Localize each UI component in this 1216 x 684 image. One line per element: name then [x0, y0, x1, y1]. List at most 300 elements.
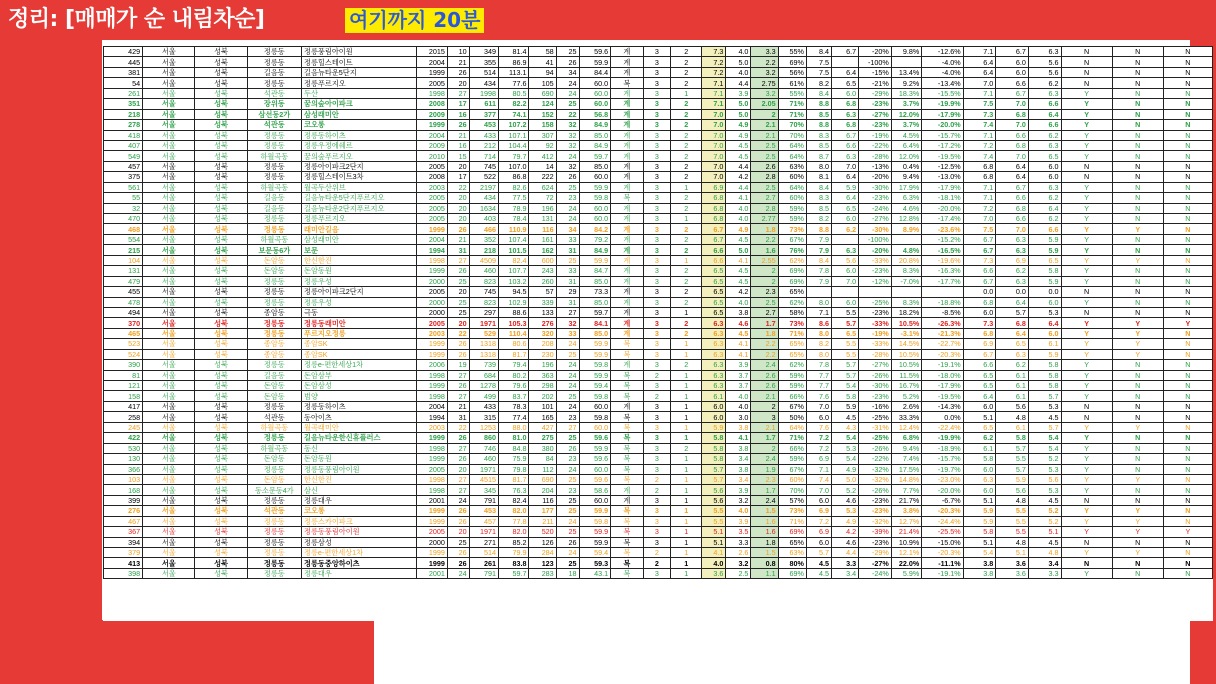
table-cell: 215 — [104, 245, 143, 255]
table-cell: 두산 — [302, 88, 417, 98]
table-cell — [859, 287, 892, 297]
table-cell: 3.3 — [1028, 568, 1061, 578]
table-cell: 4.0 — [726, 297, 751, 307]
table-cell: 22 — [447, 422, 469, 432]
table-cell: 60.0 — [579, 78, 611, 88]
table-cell: 65% — [778, 537, 806, 547]
table-cell: 7.3 — [702, 47, 726, 57]
table-cell: 2.8 — [751, 203, 778, 213]
table-cell: -29% — [859, 88, 892, 98]
table-cell — [891, 287, 921, 297]
table-cell: 6.8 — [963, 328, 996, 338]
table-cell: 6.6 — [1028, 224, 1061, 234]
table-cell: 2 — [751, 276, 778, 286]
table-cell: 1998 — [417, 443, 447, 453]
table-cell: 25 — [556, 99, 579, 109]
table-cell: 6.3 — [1028, 47, 1061, 57]
table-cell: 107.2 — [499, 120, 529, 130]
table-cell: 3.9 — [726, 360, 751, 370]
table-cell: 25 — [556, 495, 579, 505]
table-cell: 81.7 — [499, 349, 529, 359]
table-cell: Y — [1163, 318, 1212, 328]
table-cell: 6.8 — [996, 203, 1029, 213]
table-cell: 정릉동 — [247, 464, 301, 474]
table-cell: 60.0 — [579, 172, 611, 182]
table-cell: 64% — [778, 422, 806, 432]
table-cell: 6.8 — [996, 140, 1029, 150]
table-cell: N — [1163, 255, 1212, 265]
table-cell: 4.8 — [996, 495, 1029, 505]
table-cell: 1998 — [417, 485, 447, 495]
table-cell: 23 — [556, 454, 579, 464]
table-cell: 69% — [778, 57, 806, 67]
table-cell: 돈암동 — [247, 474, 301, 484]
table-cell: 105.3 — [499, 318, 529, 328]
table-cell: 성북 — [195, 558, 247, 568]
table-cell: 계 — [611, 47, 644, 57]
table-cell: 21 — [447, 401, 469, 411]
table-cell: 7.0 — [806, 401, 831, 411]
table-cell: 64% — [778, 151, 806, 161]
table-cell: 성북 — [195, 88, 247, 98]
table-cell: 21.7% — [891, 495, 921, 505]
table-cell: 2.1 — [751, 120, 778, 130]
table-cell: 3.4 — [726, 474, 751, 484]
table-cell: 6.3 — [702, 349, 726, 359]
table-cell: 211 — [529, 516, 556, 526]
table-row — [104, 360, 1213, 370]
table-cell: 2003 — [417, 182, 447, 192]
table-cell: 서울 — [143, 443, 195, 453]
table-cell: 196 — [529, 203, 556, 213]
table-cell: 5.5 — [996, 454, 1029, 464]
table-cell: 8.0 — [806, 349, 831, 359]
table-cell: 55% — [778, 88, 806, 98]
table-cell: 4.5 — [1028, 412, 1061, 422]
table-cell: 27 — [447, 485, 469, 495]
table-cell: 4.6 — [831, 537, 858, 547]
table-cell: 24 — [447, 495, 469, 505]
table-cell: 서울 — [143, 401, 195, 411]
table-cell: 79.6 — [499, 381, 529, 391]
table-cell: 5.6 — [702, 495, 726, 505]
table-cell: 5.6 — [1028, 474, 1061, 484]
table-cell: 34 — [556, 67, 579, 77]
table-cell: -19.9% — [922, 99, 963, 109]
table-cell: 3.2 — [726, 495, 751, 505]
table-cell: 6.3 — [702, 381, 726, 391]
table-row — [104, 443, 1213, 453]
table-cell: 복 — [611, 474, 644, 484]
table-cell: 83.7 — [499, 391, 529, 401]
table-cell: -27% — [859, 360, 892, 370]
table-cell: 422 — [104, 433, 143, 443]
table-cell: 25 — [556, 182, 579, 192]
table-cell: 59.9 — [579, 339, 611, 349]
table-cell: 50% — [778, 412, 806, 422]
table-cell: -18.1% — [922, 193, 963, 203]
table-cell: Y — [1061, 151, 1112, 161]
table-cell: 6.8 — [702, 203, 726, 213]
table-cell: 4.1 — [726, 433, 751, 443]
table-cell: -22% — [859, 454, 892, 464]
table-cell: 3 — [643, 401, 670, 411]
table-cell: Y — [1061, 297, 1112, 307]
data-table — [103, 46, 1213, 579]
table-cell: 32 — [104, 203, 143, 213]
table-cell: 26 — [447, 67, 469, 77]
table-cell: 3 — [643, 349, 670, 359]
table-cell: 20 — [447, 193, 469, 203]
table-cell: 2 — [670, 130, 702, 140]
table-cell: 6.6 — [702, 245, 726, 255]
table-cell: -19.6% — [922, 255, 963, 265]
table-cell: 745 — [469, 287, 498, 297]
table-cell: 158 — [529, 120, 556, 130]
table-cell — [891, 57, 921, 67]
table-cell: 6.4 — [996, 161, 1029, 171]
table-cell: -25% — [859, 433, 892, 443]
table-cell: 서울 — [143, 266, 195, 276]
table-cell: 2015 — [417, 47, 447, 57]
table-cell: 65% — [778, 349, 806, 359]
table-cell: 22 — [447, 328, 469, 338]
table-cell: 791 — [469, 568, 498, 578]
table-cell: 1318 — [469, 339, 498, 349]
table-cell: 성북 — [195, 433, 247, 443]
table-cell: 2 — [670, 224, 702, 234]
table-cell: 3 — [643, 307, 670, 317]
table-cell: 271 — [469, 537, 498, 547]
table-cell: 2000 — [417, 307, 447, 317]
table-cell: 성북 — [195, 287, 247, 297]
table-cell: 5.9 — [963, 506, 996, 516]
table-cell: 1 — [670, 548, 702, 558]
table-cell: 계 — [611, 360, 644, 370]
table-cell: 7.0 — [702, 130, 726, 140]
table-cell: 85.0 — [579, 297, 611, 307]
table-cell: 70% — [778, 120, 806, 130]
table-cell: 3.3 — [751, 47, 778, 57]
table-cell: 3 — [643, 57, 670, 67]
table-cell: 25 — [447, 537, 469, 547]
table-cell: 돈암동 — [247, 454, 301, 464]
table-cell: 76.3 — [499, 485, 529, 495]
table-cell: 20 — [447, 464, 469, 474]
table-cell: 5.8 — [1028, 360, 1061, 370]
table-cell: 31 — [556, 245, 579, 255]
table-cell: 계 — [611, 120, 644, 130]
table-cell: 124 — [529, 99, 556, 109]
table-cell: N — [1163, 297, 1212, 307]
table-cell: N — [1112, 485, 1163, 495]
table-cell: 6.0 — [963, 307, 996, 317]
table-cell: 6.7 — [702, 224, 726, 234]
table-cell: Y — [1112, 527, 1163, 537]
table-cell: 6.5 — [963, 422, 996, 432]
table-cell: 성북 — [195, 120, 247, 130]
table-cell: 1998 — [417, 370, 447, 380]
table-cell: 1971 — [469, 527, 498, 537]
table-cell: 284 — [529, 548, 556, 558]
table-cell: 260 — [529, 276, 556, 286]
table-cell: 서울 — [143, 568, 195, 578]
table-cell: 6.7 — [996, 47, 1029, 57]
table-cell: 2.8 — [751, 172, 778, 182]
table-cell: 84.2 — [579, 224, 611, 234]
table-cell: 1998 — [469, 88, 498, 98]
table-cell: 7.0 — [831, 276, 858, 286]
table-cell: 정릉동 — [247, 47, 301, 57]
table-cell: 352 — [469, 234, 498, 244]
table-cell: -19% — [859, 130, 892, 140]
table-cell: 7.6 — [806, 391, 831, 401]
table-cell: 26 — [447, 558, 469, 568]
table-cell: N — [1112, 234, 1163, 244]
table-cell: N — [1112, 464, 1163, 474]
table-cell: 서울 — [143, 120, 195, 130]
table-cell: 21 — [447, 234, 469, 244]
table-cell: 보문 — [302, 245, 417, 255]
table-cell: 4.9 — [831, 464, 858, 474]
table-cell: 정릉동풍림아이원 — [302, 527, 417, 537]
table-cell: 2.6 — [751, 381, 778, 391]
table-cell: 8.3 — [806, 193, 831, 203]
table-cell: Y — [1112, 339, 1163, 349]
table-cell: 5.8 — [702, 433, 726, 443]
table-cell: 59.8 — [579, 412, 611, 422]
table-cell: 14 — [529, 161, 556, 171]
table-cell: 1634 — [469, 203, 498, 213]
table-cell: 정릉동 — [247, 568, 301, 578]
table-cell: 2.5 — [726, 568, 751, 578]
table-cell: 739 — [469, 360, 498, 370]
table-cell: 2 — [751, 443, 778, 453]
table-cell: 2000 — [417, 297, 447, 307]
table-cell: 31 — [556, 297, 579, 307]
table-cell: 2 — [670, 360, 702, 370]
table-cell: 6.6 — [996, 193, 1029, 203]
table-cell: Y — [1061, 255, 1112, 265]
table-cell: 27 — [447, 474, 469, 484]
table-cell: 26 — [447, 433, 469, 443]
table-cell: N — [1112, 495, 1163, 505]
table-cell: 계 — [611, 307, 644, 317]
table-cell: Y — [1112, 474, 1163, 484]
table-cell: 6.7 — [996, 182, 1029, 192]
table-cell: 275 — [529, 433, 556, 443]
table-cell: 7.5 — [963, 99, 996, 109]
table-cell: N — [1112, 161, 1163, 171]
table-cell: 7.1 — [963, 47, 996, 57]
table-cell: 7.0 — [996, 120, 1029, 130]
table-cell: 380 — [529, 443, 556, 453]
table-row — [104, 401, 1213, 411]
table-cell: 31 — [447, 412, 469, 422]
table-cell: 계 — [611, 172, 644, 182]
table-row — [104, 516, 1213, 526]
table-cell: 101 — [529, 401, 556, 411]
table-cell: 6.8 — [831, 99, 858, 109]
table-cell: 561 — [104, 182, 143, 192]
table-cell: 서울 — [143, 516, 195, 526]
table-cell: 성북 — [195, 234, 247, 244]
table-cell: 1318 — [469, 349, 498, 359]
table-cell: 계 — [611, 328, 644, 338]
table-cell: 6.0 — [831, 266, 858, 276]
table-cell: 정릉동 — [247, 78, 301, 88]
table-cell: 2 — [670, 47, 702, 57]
table-cell: 60% — [778, 172, 806, 182]
table-cell: 9.4% — [891, 172, 921, 182]
table-row — [104, 287, 1213, 297]
table-row — [104, 349, 1213, 359]
table-cell: 돈암삼부 — [302, 370, 417, 380]
table-cell: 41 — [529, 57, 556, 67]
table-cell: 2 — [751, 109, 778, 119]
table-cell: 서울 — [143, 548, 195, 558]
table-cell: 3 — [643, 109, 670, 119]
table-cell: 73% — [778, 506, 806, 516]
table-cell: Y — [1061, 506, 1112, 516]
table-cell: 407 — [104, 140, 143, 150]
table-cell: 22.0% — [891, 558, 921, 568]
table-cell: Y — [1112, 548, 1163, 558]
table-row — [104, 140, 1213, 150]
table-cell: 종암동 — [247, 307, 301, 317]
table-cell: -31% — [859, 422, 892, 432]
table-cell: 26 — [556, 443, 579, 453]
table-cell: 5.5 — [831, 339, 858, 349]
table-cell: 514 — [469, 67, 498, 77]
table-cell: N — [1163, 401, 1212, 411]
table-cell: 7.4% — [891, 454, 921, 464]
table-cell: 3.8 — [726, 443, 751, 453]
table-cell: 6.9 — [963, 339, 996, 349]
table-cell: Y — [1163, 527, 1212, 537]
table-cell: 4.5 — [726, 151, 751, 161]
table-cell: -15.7% — [922, 130, 963, 140]
table-cell: -22.4% — [922, 422, 963, 432]
table-cell: 230 — [529, 349, 556, 359]
table-cell: 1 — [670, 422, 702, 432]
table-cell: -8.5% — [922, 307, 963, 317]
table-cell: N — [1163, 307, 1212, 317]
table-cell: 27 — [556, 307, 579, 317]
table-cell: 81 — [104, 370, 143, 380]
table-cell: 길음뉴타운5단지푸르지오 — [302, 193, 417, 203]
table-cell: 3.7% — [891, 120, 921, 130]
table-cell: Y — [1061, 370, 1112, 380]
table-cell: 69% — [778, 276, 806, 286]
table-cell: 6.6 — [996, 78, 1029, 88]
table-cell: 24 — [556, 464, 579, 474]
table-cell: Y — [1061, 568, 1112, 578]
table-cell: 2.6 — [751, 161, 778, 171]
table-cell: 5.6 — [831, 255, 858, 265]
table-cell: 3 — [643, 516, 670, 526]
table-cell: 6.0 — [831, 88, 858, 98]
table-cell: Y — [1061, 360, 1112, 370]
table-cell: 27 — [556, 422, 579, 432]
table-cell: 110.4 — [499, 328, 529, 338]
table-cell: 5.9 — [1028, 234, 1061, 244]
table-cell: 26 — [447, 548, 469, 558]
table-cell: 정릉동하이츠 — [302, 130, 417, 140]
table-cell: -19.7% — [922, 464, 963, 474]
table-cell: 5.0 — [726, 245, 751, 255]
table-cell: 1 — [670, 568, 702, 578]
table-cell: 54 — [104, 78, 143, 88]
table-cell: 4515 — [469, 474, 498, 484]
table-cell: 67% — [778, 234, 806, 244]
table-cell: 정릉동 — [247, 172, 301, 182]
table-cell: 26 — [447, 381, 469, 391]
table-cell: 59.8 — [579, 516, 611, 526]
table-cell: 6.5 — [702, 266, 726, 276]
table-cell: 59.9 — [579, 443, 611, 453]
table-cell: 2 — [751, 401, 778, 411]
table-row — [104, 474, 1213, 484]
table-cell: 307 — [529, 130, 556, 140]
table-cell: 6.0 — [806, 495, 831, 505]
table-cell: 5.9 — [1028, 245, 1061, 255]
table-cell: 7.2 — [806, 516, 831, 526]
table-cell: 8.0 — [806, 328, 831, 338]
table-cell: N — [1163, 391, 1212, 401]
table-cell: 3 — [643, 234, 670, 244]
table-cell: 85.2 — [499, 537, 529, 547]
table-cell: 5.7 — [831, 318, 858, 328]
table-row — [104, 506, 1213, 516]
table-row — [104, 245, 1213, 255]
table-cell: 성북 — [195, 57, 247, 67]
table-cell: -19% — [859, 328, 892, 338]
table-cell: 정릉동 — [247, 287, 301, 297]
table-cell: 69% — [778, 568, 806, 578]
table-cell: 1999 — [417, 349, 447, 359]
table-cell: 26 — [556, 57, 579, 67]
table-row — [104, 57, 1213, 67]
table-cell: 계 — [611, 88, 644, 98]
table-cell: 3 — [643, 433, 670, 443]
table-cell: 522 — [469, 172, 498, 182]
table-cell: -17.9% — [922, 109, 963, 119]
table-cell: N — [1163, 474, 1212, 484]
table-cell: 457 — [469, 516, 498, 526]
table-cell: 성북 — [195, 172, 247, 182]
table-cell: 2 — [670, 140, 702, 150]
table-cell: 24 — [556, 214, 579, 224]
table-cell: 31 — [556, 276, 579, 286]
table-cell: 7.1 — [963, 130, 996, 140]
table-cell: Y — [1061, 266, 1112, 276]
table-cell: 1 — [670, 454, 702, 464]
table-row — [104, 464, 1213, 474]
table-cell: 복 — [611, 548, 644, 558]
table-cell: 3 — [643, 495, 670, 505]
table-cell: 77.5 — [499, 193, 529, 203]
table-cell: 7.0 — [702, 151, 726, 161]
table-cell: 서울 — [143, 464, 195, 474]
table-cell: 1 — [670, 391, 702, 401]
table-cell: 2005 — [417, 527, 447, 537]
table-cell: 12.7% — [891, 516, 921, 526]
table-cell: 59% — [778, 370, 806, 380]
table-cell: 26 — [556, 172, 579, 182]
table-cell: 60.0 — [579, 464, 611, 474]
table-cell: N — [1061, 67, 1112, 77]
